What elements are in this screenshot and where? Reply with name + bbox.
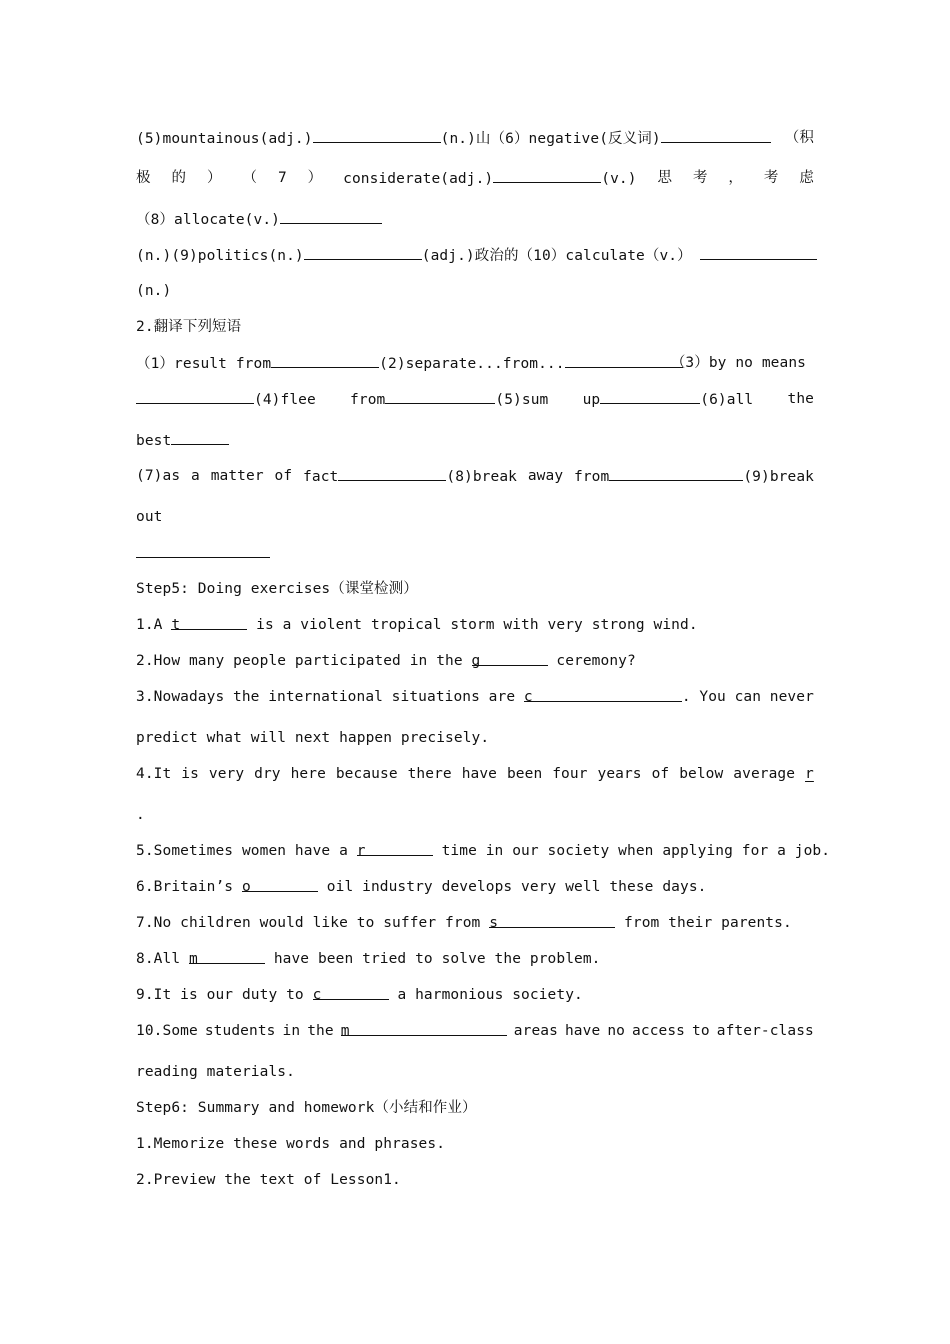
- answer-blank[interactable]: [609, 464, 743, 481]
- exercise-text: 10.Some: [136, 1023, 198, 1039]
- text-fragment: up: [582, 392, 601, 408]
- hint-letter: c: [523, 689, 533, 705]
- phrase-item-1: （1）result from: [136, 356, 272, 372]
- vocab-line-3: [136, 207, 814, 231]
- hint-letter: o: [241, 879, 251, 895]
- phrases-line-6: [136, 541, 814, 565]
- answer-blank[interactable]: [338, 464, 446, 481]
- exercise-7: [136, 911, 814, 935]
- vocab-item-10: (adj.)政治的（10）calculate（v.）: [421, 248, 692, 264]
- text-fragment: from: [350, 392, 386, 408]
- text-fragment: （: [242, 170, 258, 186]
- exercise-text: ceremony?: [547, 653, 636, 669]
- exercise-text: here: [290, 766, 326, 782]
- exercise-text: situations: [391, 689, 480, 705]
- phrase-item-6: (6)all: [700, 392, 754, 408]
- text-fragment: fact: [303, 469, 339, 485]
- exercise-10-cont: [136, 1060, 814, 1084]
- homework-item-2: [136, 1168, 814, 1192]
- vocab-item-5: (5)mountainous(adj.): [136, 131, 313, 147]
- exercise-text: have: [461, 766, 498, 782]
- answer-blank[interactable]: [385, 387, 495, 404]
- exercise-text: international: [268, 689, 383, 705]
- text-fragment: (n.): [136, 283, 172, 299]
- exercise-2: [136, 649, 814, 673]
- exercise-text: have: [564, 1023, 601, 1039]
- phrase-item-8: (8)break: [446, 469, 517, 485]
- exercise-text: in: [282, 1023, 301, 1039]
- text-fragment: ，: [728, 170, 744, 186]
- exercise-text: You: [699, 689, 726, 705]
- text-fragment: ）: [206, 170, 222, 186]
- exercise-text: to: [692, 1023, 710, 1039]
- exercise-text: no: [607, 1023, 625, 1039]
- text-fragment: 的: [171, 170, 187, 186]
- step6-heading: [136, 1096, 814, 1120]
- vocab-item-8: （8）allocate(v.): [136, 212, 280, 228]
- exercise-4-cont: [136, 803, 814, 827]
- exercise-4: [136, 762, 814, 786]
- exercise-text: never: [769, 689, 814, 705]
- phrase-item-3: （3）by no means: [670, 355, 806, 371]
- exercise-text: there: [407, 766, 452, 782]
- exercise-text: reading materials.: [136, 1064, 295, 1080]
- exercise-text: oil industry develops very well these days.: [317, 879, 707, 895]
- exercise-text: because: [335, 766, 398, 782]
- answer-blank[interactable]: [661, 126, 771, 143]
- exercise-6: [136, 875, 814, 899]
- text-fragment: a: [191, 468, 200, 484]
- hint-letter: g: [471, 653, 481, 669]
- exercise-text: is a violent tropical storm with very strong wind.: [247, 617, 698, 633]
- answer-blank[interactable]: [471, 649, 548, 669]
- phrases-line-4: [136, 464, 814, 488]
- answer-blank[interactable]: [489, 911, 615, 931]
- text-fragment: 极: [136, 170, 151, 186]
- text-fragment: away: [527, 468, 564, 484]
- exercise-text: predict what will next happen precisely.: [136, 730, 490, 746]
- exercise-text: very: [208, 766, 245, 782]
- exercise-text: time in our society when applying for a job.: [432, 843, 831, 859]
- section-heading: Step6: Summary and homework（小结和作业）: [136, 1100, 477, 1116]
- answer-blank[interactable]: [340, 1019, 507, 1039]
- exercise-text: after-class: [716, 1023, 814, 1039]
- exercise-10: [136, 1019, 814, 1043]
- section-heading: 2.翻译下列短语: [136, 319, 242, 335]
- vocab-item-6: (n.)山（6）negative(反义词): [440, 131, 661, 147]
- answer-blank[interactable]: [171, 613, 247, 633]
- answer-blank[interactable]: [241, 875, 318, 895]
- phrases-heading: [136, 315, 814, 339]
- homework-text: 1.Memorize these words and phrases.: [136, 1136, 446, 1152]
- exercise-text: 3.Nowadays: [136, 689, 225, 705]
- answer-blank[interactable]: [312, 983, 389, 1003]
- exercise-text: access: [632, 1023, 686, 1039]
- answer-blank[interactable]: [493, 166, 601, 183]
- vocab-line-5: [136, 279, 814, 303]
- hint-letter[interactable]: r: [805, 766, 814, 782]
- homework-text: 2.Preview the text of Lesson1.: [136, 1172, 401, 1188]
- phrases-line-5: [136, 505, 814, 529]
- text-fragment: the: [787, 391, 814, 407]
- answer-blank[interactable]: [304, 243, 422, 260]
- exercise-text: a harmonious society.: [388, 987, 583, 1003]
- exercise-text: are: [488, 689, 516, 705]
- vocab-item-9: (n.)(9)politics(n.): [136, 248, 304, 264]
- answer-blank[interactable]: [280, 207, 382, 224]
- answer-blank[interactable]: [136, 387, 254, 404]
- vocab-item-6-hint: （积: [784, 130, 814, 146]
- exercise-text: average: [733, 766, 796, 782]
- vocab-line-2: [136, 166, 814, 190]
- hint-letter: r: [356, 843, 366, 859]
- text-fragment: 7: [277, 170, 287, 186]
- text-fragment: 思: [657, 170, 673, 186]
- text-fragment: matter: [210, 468, 264, 484]
- exercise-9: [136, 983, 814, 1007]
- text-fragment: from: [574, 469, 610, 485]
- phrase-item-4: (4)flee: [254, 392, 316, 408]
- hint-letter: t: [171, 617, 181, 633]
- text-fragment: 虑: [799, 170, 814, 186]
- vocab-line-1: [136, 126, 814, 150]
- exercise-text: .: [681, 689, 691, 705]
- text-fragment: 考: [763, 170, 779, 186]
- answer-blank[interactable]: [600, 387, 700, 404]
- exercise-text: from their parents.: [615, 915, 792, 931]
- exercise-text: 4.It: [136, 766, 172, 782]
- text-fragment: best: [136, 433, 172, 449]
- exercise-text: 1.A: [136, 617, 172, 633]
- exercise-text: 9.It is our duty to: [136, 987, 313, 1003]
- vocab-line-4: [136, 243, 814, 267]
- exercise-text: dry: [254, 766, 281, 782]
- exercise-text: four: [552, 766, 588, 782]
- exercise-text: the: [233, 689, 260, 705]
- answer-blank[interactable]: [313, 126, 441, 143]
- answer-blank[interactable]: [356, 839, 433, 859]
- exercise-text: been: [506, 766, 543, 782]
- exercise-5: [136, 839, 831, 863]
- section-heading: Step5: Doing exercises（课堂检测）: [136, 581, 418, 597]
- step5-heading: [136, 577, 814, 601]
- phrases-line-1: [136, 351, 814, 375]
- answer-blank[interactable]: [271, 351, 379, 368]
- phrase-item-2: (2)separate...from...: [379, 356, 565, 372]
- exercise-3-cont: [136, 726, 814, 750]
- text-fragment: ）: [307, 170, 323, 186]
- hint-letter: c: [312, 987, 322, 1003]
- hint-letter: s: [489, 915, 499, 931]
- exercise-8: [136, 947, 814, 971]
- phrase-item-7: (7)as: [136, 468, 181, 484]
- exercise-text: 6.Britain’s: [136, 879, 242, 895]
- exercise-text: have been tried to solve the problem.: [264, 951, 601, 967]
- homework-item-1: [136, 1132, 814, 1156]
- exercise-text: areas: [513, 1023, 558, 1039]
- answer-blank[interactable]: [565, 351, 683, 368]
- exercise-text: 5.Sometimes women have a: [136, 843, 357, 859]
- exercise-text: years: [597, 766, 642, 782]
- exercise-text: of: [651, 766, 670, 782]
- vocab-item-7: considerate(adj.): [343, 171, 494, 187]
- exercise-1: [136, 613, 814, 637]
- hint-letter: m: [340, 1023, 350, 1039]
- text-fragment: of: [274, 468, 293, 484]
- exercise-text: 7.No children would like to suffer from: [136, 915, 490, 931]
- text-fragment: 考: [692, 170, 708, 186]
- answer-blank[interactable]: [523, 685, 682, 705]
- answer-blank[interactable]: [700, 243, 817, 260]
- exercise-text: 2.How many people participated in the: [136, 653, 472, 669]
- hint-letter: m: [188, 951, 198, 967]
- exercise-text: 8.All: [136, 951, 189, 967]
- answer-blank[interactable]: [188, 947, 265, 967]
- text-fragment: out: [136, 509, 163, 525]
- text-fragment: (v.): [601, 171, 637, 187]
- phrase-item-5: (5)sum: [495, 392, 549, 408]
- phrases-line-3: [136, 428, 814, 452]
- answer-blank[interactable]: [136, 541, 270, 558]
- phrases-line-2: [136, 387, 814, 411]
- exercise-text: is: [181, 766, 199, 782]
- exercise-text: the: [307, 1023, 334, 1039]
- phrase-item-9: (9)break: [743, 469, 814, 485]
- exercise-text: below: [679, 766, 724, 782]
- exercise-3: [136, 685, 814, 709]
- answer-blank[interactable]: [171, 428, 229, 445]
- exercise-text: can: [734, 689, 762, 705]
- exercise-text: students: [204, 1023, 276, 1039]
- exercise-text: .: [136, 807, 145, 823]
